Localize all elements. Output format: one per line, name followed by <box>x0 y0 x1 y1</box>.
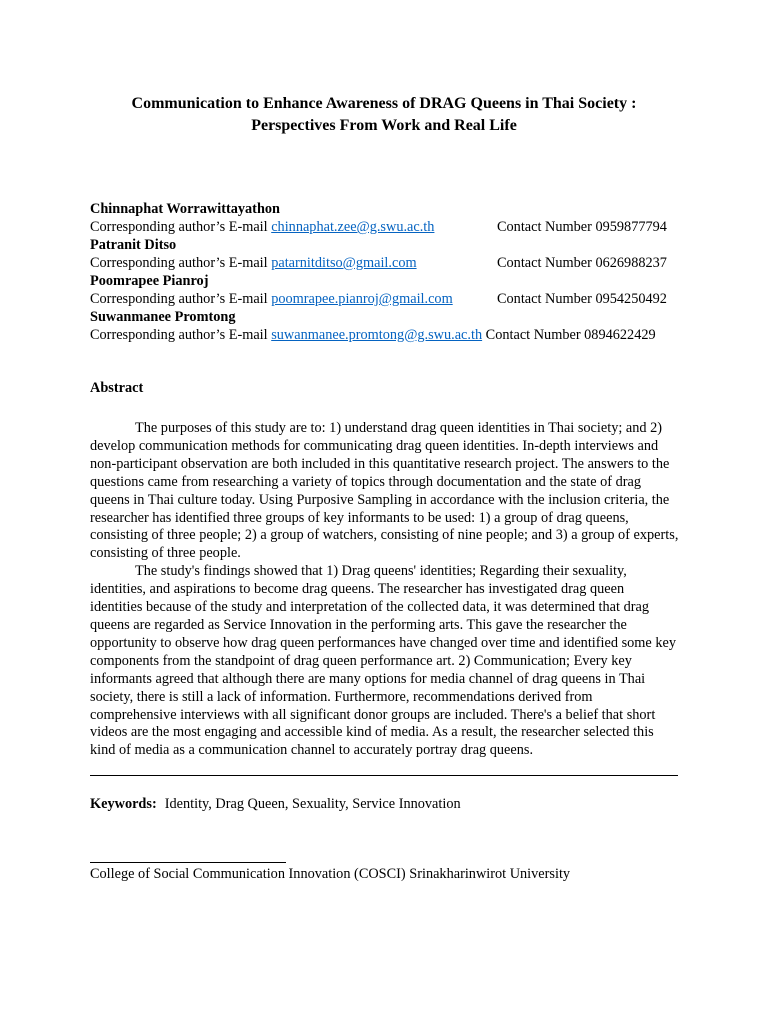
section-divider <box>90 775 678 776</box>
email-label: Corresponding author’s E-mail <box>90 327 272 343</box>
footnote-divider <box>90 862 286 863</box>
contact-number: Contact Number 0894622429 <box>482 327 656 343</box>
author-contact-line <box>90 326 680 344</box>
abstract-heading: Abstract <box>90 380 144 396</box>
title-line-2: Perspectives From Work and Real Life <box>251 117 517 134</box>
abstract-body <box>90 420 680 760</box>
author-contact-line <box>90 254 690 272</box>
contact-number: Contact Number 0954250492 <box>497 291 667 307</box>
author-email-link[interactable]: patarnitditso@gmail.com <box>271 255 417 271</box>
author-name: Patranit Ditso <box>90 237 177 253</box>
footnote-affiliation: College of Social Communication Innovation (COSCI) Srinakharinwirot University <box>90 866 571 882</box>
author-email-link[interactable]: chinnaphat.zee@g.swu.ac.th <box>271 219 435 235</box>
author-contact-line <box>90 290 690 308</box>
abstract-paragraph: The study's findings showed that 1) Drag queens' identities; Regarding their sexuality, identities, and aspirations to become drag queens. The researcher has investigated drag queen identities because of the study and interpretation of the collected data, it was determined that drag queens are regarded as Service Innovation in the performing arts. This gave the researcher the opportunity to observe how drag queen performances have changed over time and identified some key components from the standpoint of drag queen performance art. 2) Communication; Every key informants agreed that although there are many options for media channel of drag queens in Thai society, there is still a lack of information. Furthermore, recommendations derived from comprehensive interviews with all significant donor groups are included. There's a belief that short videos are the most engaging and accessible kind of media. As a result, the researcher selected this kind of media as a communication channel to accurately portray drag queens. <box>90 563 676 759</box>
keywords <box>90 795 461 813</box>
contact-number: Contact Number 0959877794 <box>497 219 667 235</box>
email-label: Corresponding author’s E-mail <box>90 255 272 271</box>
email-label: Corresponding author’s E-mail <box>90 219 272 235</box>
keywords-text: Identity, Drag Queen, Sexuality, Service Innovation <box>164 796 461 812</box>
paper-title <box>90 93 678 137</box>
keywords-label: Keywords: <box>90 796 157 812</box>
abstract-paragraph: The purposes of this study are to: 1) understand drag queen identities in Thai society; and 2) develop communication methods for communicating drag queen identities. In-depth interviews and non-participant observation are both included in this quantitative research project. The answers to the questions came from researching a variety of topics through documentation and the state of drag queens in Thai culture today. Using Purposive Sampling in accordance with the inclusion criteria, the researcher has identified three groups of key informants to be used: 1) a group of drag queens, consisting of three people; 2) a group of watchers, consisting of nine people; and 3) a group of experts, consisting of three people. <box>90 420 679 562</box>
author-contact-line <box>90 218 690 236</box>
author-name: Chinnaphat Worrawittayathon <box>90 201 280 217</box>
author-list <box>90 200 690 344</box>
contact-number: Contact Number 0626988237 <box>497 255 667 271</box>
author-email-link[interactable]: poomrapee.pianroj@gmail.com <box>271 291 453 307</box>
author-email-link[interactable]: suwanmanee.promtong@g.swu.ac.th <box>271 327 483 343</box>
email-label: Corresponding author’s E-mail <box>90 291 272 307</box>
title-line-1: Communication to Enhance Awareness of DRAG Queens in Thai Society : <box>131 95 637 112</box>
author-name: Suwanmanee Promtong <box>90 309 236 325</box>
author-name: Poomrapee Pianroj <box>90 273 209 289</box>
